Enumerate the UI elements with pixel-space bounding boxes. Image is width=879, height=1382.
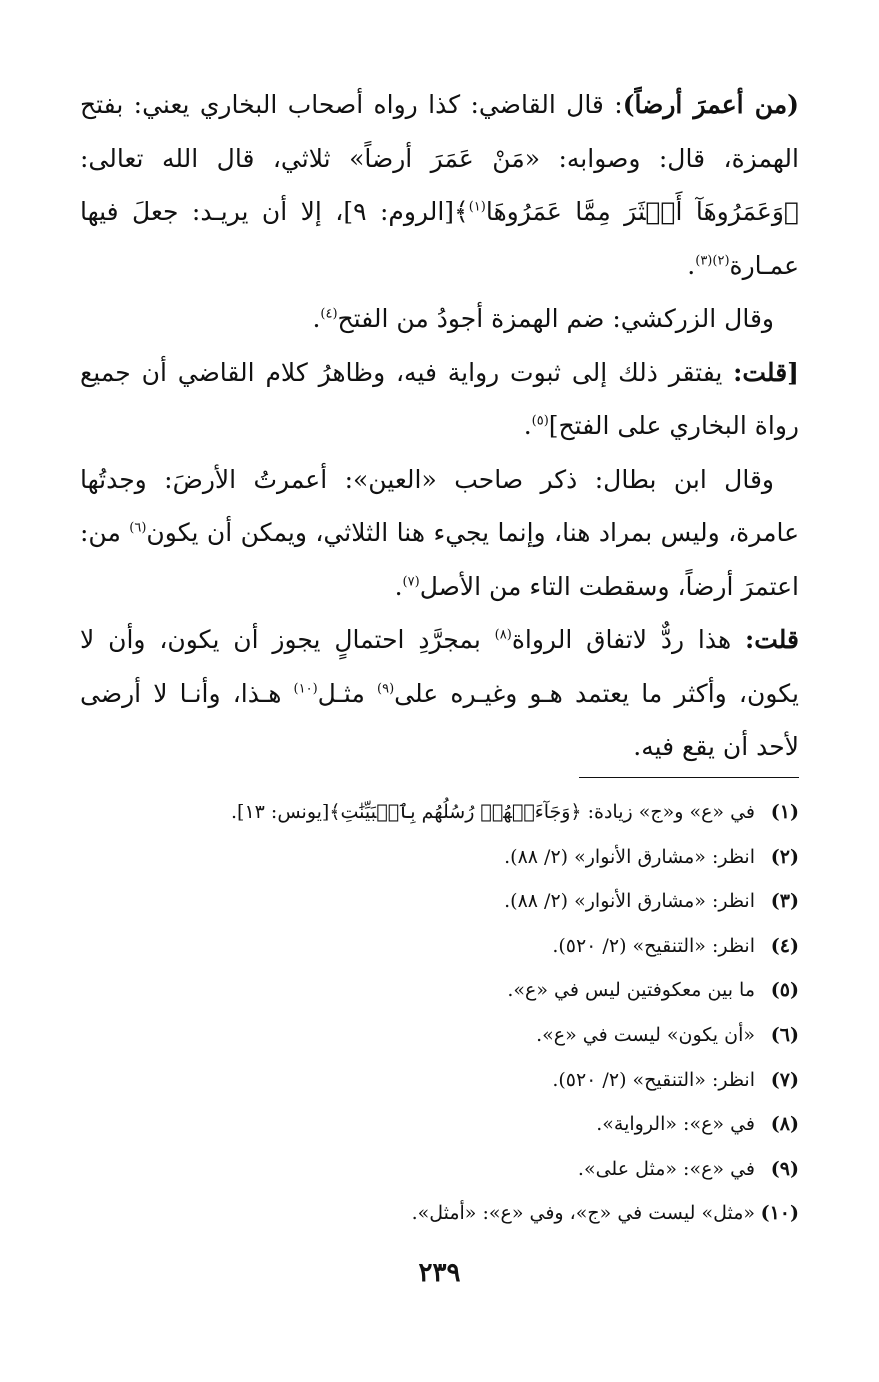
footnote-9: [80, 1147, 799, 1192]
paragraph-1-text-a: : قال القاضي: كذا رواه أصحاب البخاري يعني: بفتح الهمزة، قال: وصوابه: «مَنْ عَمَرَ أرضاً» ثلاثي، قال الله تعالى: ﴿وَعَمَرُوهَآ أَكۡثَرَ مِمَّا عَمَرُوهَا: [80, 90, 799, 226]
paragraph-4-text-c: .: [394, 571, 403, 601]
footnote-7: [80, 1058, 799, 1103]
footnote-1: [80, 790, 799, 835]
paragraph-5-text-d: هـذا، وأنـا لا أرضى لأحد أن يقع فيه.: [80, 678, 799, 761]
footnote-6: [80, 1013, 799, 1058]
footnote-3: [80, 879, 799, 924]
paragraph-2: [80, 292, 799, 346]
footnote-number: (٨): [770, 1113, 799, 1136]
footnote-10: [80, 1191, 799, 1236]
footnote-text: ما بين معكوفتين ليس في «ع».: [507, 979, 755, 1002]
paragraph-3-text-b: .: [523, 411, 532, 440]
footnote-5: [80, 968, 799, 1013]
paragraph-4: [80, 453, 799, 614]
footnote-ref-6[interactable]: (٦): [129, 520, 147, 536]
footnote-ref-10[interactable]: (١٠): [293, 681, 318, 697]
footnote-text: انظر: «مشارق الأنوار» (٢/ ٨٨).: [504, 845, 755, 868]
footnote-text: «مثل» ليست في «ج»، وفي «ع»: «أمثل».: [411, 1202, 755, 1225]
footnote-2: [80, 835, 799, 880]
footnote-ref-9[interactable]: (٩): [377, 681, 395, 697]
footnote-8: [80, 1102, 799, 1147]
footnote-text: «أن يكون» ليست في «ع».: [536, 1023, 755, 1046]
footnote-ref-5[interactable]: (٥): [531, 413, 549, 429]
footnote-ref-7[interactable]: (٧): [402, 574, 420, 590]
footnote-number: (١٠): [760, 1202, 799, 1225]
footnote-ref-3[interactable]: (٣): [695, 253, 713, 269]
footnote-text: انظر: «مشارق الأنوار» (٢/ ٨٨).: [504, 890, 755, 913]
paragraph-5: [80, 613, 799, 774]
paragraph-5-text-b: بمجرَّدِ احتمالٍ يجوز أن يكون، وأن لا يكون، وأكثر ما يعتمد هـو وغيـره على: [80, 625, 799, 708]
footnote-text: في «ع» و«ج» زيادة: ﴿وَجَآءَتۡهُمۡ رُسُلُهُم بِٱلۡبَيِّنَٰتِ﴾[يونس: ١٣].: [231, 801, 755, 823]
paragraph-5-text-a: هذا ردٌّ لاتفاق الرواة: [511, 625, 745, 654]
footnote-number: (٢): [770, 845, 799, 868]
qultu-term: [قلت:: [733, 357, 799, 387]
footnote-text: انظر: «التنقيح» (٢/ ٥٢٠).: [552, 1068, 755, 1091]
paragraph-1-text-c: .: [687, 250, 696, 280]
footnote-ref-2[interactable]: (٢): [712, 253, 730, 269]
footnote-ref-8[interactable]: (٨): [494, 627, 512, 643]
paragraph-1: [80, 78, 799, 292]
footnote-number: (٧): [770, 1068, 799, 1091]
footnote-number: (٩): [770, 1157, 799, 1180]
footnote-number: (٤): [770, 934, 799, 957]
lemma-term: (من أعمرَ أرضاً): [622, 90, 799, 119]
paragraph-2-text-a: وقال الزركشي: ضم الهمزة أجودُ من الفتح: [337, 304, 774, 333]
footnote-number: (٣): [770, 890, 799, 913]
footnote-ref-4[interactable]: (٤): [320, 306, 338, 322]
main-text: [80, 78, 799, 774]
paragraph-2-text-b: .: [312, 304, 321, 333]
qultu-term-2: قلت:: [744, 625, 799, 654]
footnote-number: (٦): [770, 1023, 799, 1046]
footnote-text: في «ع»: «الرواية».: [596, 1113, 755, 1136]
paragraph-3: [80, 346, 799, 453]
footnote-number: (٥): [770, 979, 799, 1002]
footnote-text: في «ع»: «مثل على».: [577, 1157, 755, 1180]
footnote-text: انظر: «التنقيح» (٢/ ٥٢٠).: [552, 934, 755, 957]
footnotes: [80, 790, 799, 1236]
footnote-ref-1[interactable]: (١): [468, 199, 486, 215]
paragraph-1-text-b: ﴾[الروم: ٩]، إلا أن يريـد: جعلَ فيها عمـارة: [80, 197, 799, 280]
page-number: ٢٣٩: [418, 1258, 461, 1288]
footnote-number: (١): [770, 801, 799, 823]
footnote-4: [80, 924, 799, 969]
paragraph-5-text-c: مثـل: [317, 678, 378, 708]
footnote-separator: [579, 777, 799, 778]
paragraph-4-text-b: من: اعتمرَ أرضاً، وسقطت التاء من الأصل: [80, 518, 799, 601]
paragraph-3-text-a: يفتقر ذلك إلى ثبوت رواية فيه، وظاهرُ كلام القاضي أن جميع رواة البخاري على الفتح]: [80, 357, 799, 440]
paragraph-4-text-a: وقال ابن بطال: ذكر صاحب «العين»: أعمرتُ الأرضَ: وجدتُها عامرة، وليس بمراد هنا، وإنما يجيء هنا الثلاثي، ويمكن أن يكون: [80, 464, 799, 547]
